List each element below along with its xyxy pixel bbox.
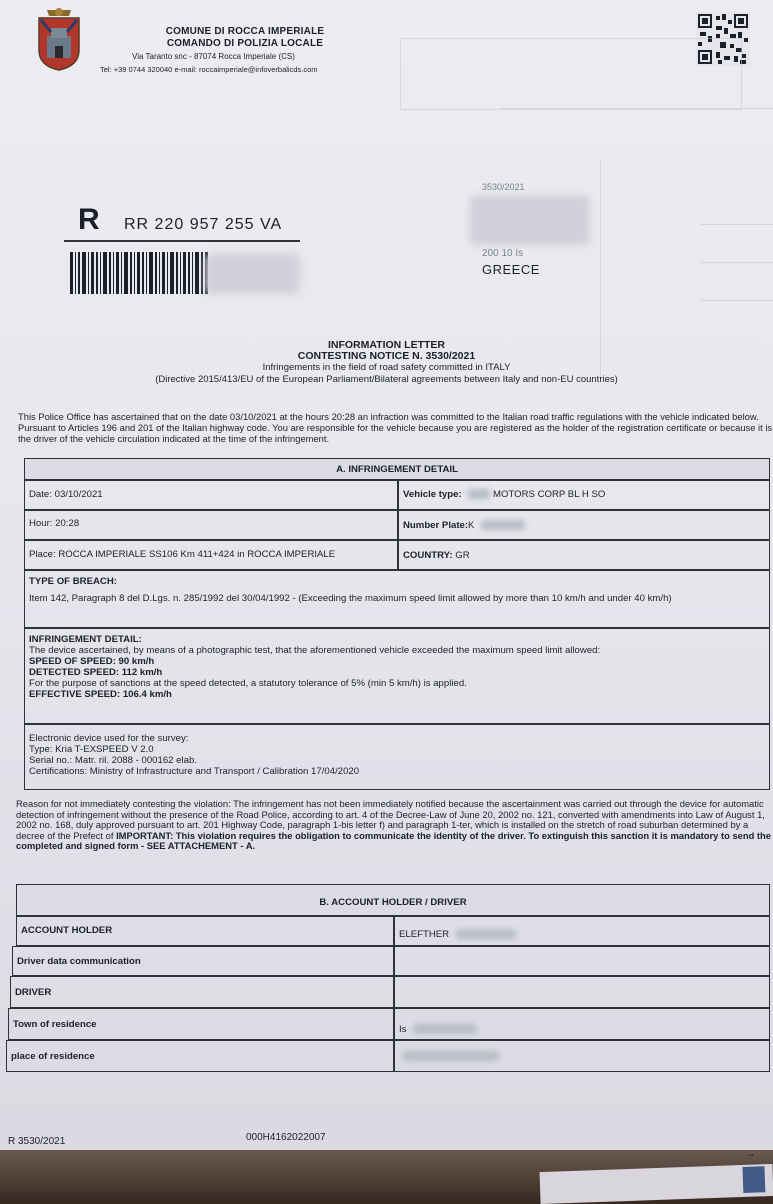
redacted-town (413, 1024, 477, 1034)
device-serial: Serial no.: Matr. ril. 2088 - 000162 elab. (29, 755, 197, 766)
account-holder-name: ELEFTHER (399, 929, 450, 940)
hour-cell (24, 510, 398, 540)
date-cell (24, 480, 398, 510)
breach-cell (24, 570, 770, 628)
redacted-brand (468, 489, 490, 499)
country-cell (398, 540, 770, 570)
title-directive: (Directive 2015/413/EU of the European Parliament/Bilateral agreements between Italy and non-EU countries) (155, 374, 618, 385)
place-label: Place: (29, 549, 56, 560)
place-cell (24, 540, 398, 570)
country-label: COUNTRY: (403, 550, 453, 561)
plate-label: Number Plate: (403, 520, 469, 531)
reason-paragraph (16, 799, 773, 852)
section-a-heading: A. INFRINGEMENT DETAIL (24, 458, 770, 480)
device-type: Type: Kria T-EXSPEED V 2.0 (29, 744, 154, 755)
speed-limit: SPEED OF SPEED: 90 km/h (29, 656, 155, 667)
vehicle-label: Vehicle type: (403, 489, 462, 500)
device-certification: Certifications: Ministry of Infrastructure and Transport / Calibration 17/04/2020 (29, 766, 360, 777)
town-value: Is (399, 1024, 407, 1035)
header-address: Via Taranto snc - 87074 Rocca Imperiale (CS) (132, 52, 295, 61)
place-of-residence-label: place of residence (6, 1040, 394, 1072)
reason-text: Reason for not immediately contesting the violation: The infringement has not been immediately notified because the ascertainment was carried out through the device for automatic detection of infringement without the presence of the Road Police, according to art. 4 of the Decree-Law of June 20, 2002 no. 121, converted with amendments into Law of August 1, 2002 no. 168, duly approved pursuant to art. 201 Highway Code, paragraph 1-bis letter f) and paragraph 1-ter, which is installed on the stretch of road suburban determined by a decree of the Prefect of (16, 798, 765, 841)
intro-paragraph: This Police Office has ascertained that on the date 03/10/2021 at the hours 20:28 an infraction was committed to the Italian road traffic regulations with the vehicle indicated below. Pursuant to Articles 196 and 201 of the Italian highway code. You are responsible for the vehicle because you are registered as the holder of the registration certificate or because it is the driver of the vehicle circulation indicated at the time of the infringement. (18, 411, 773, 444)
section-b-heading: B. ACCOUNT HOLDER / DRIVER (16, 884, 770, 916)
hour-value: 20:28 (55, 518, 80, 529)
date-label: Date: (29, 489, 52, 500)
detail-label: INFRINGEMENT DETAIL: (29, 634, 142, 645)
command-name: COMANDO DI POLIZIA LOCALE (166, 38, 324, 49)
driver-value (394, 976, 770, 1008)
breach-label: TYPE OF BREACH: (29, 576, 117, 587)
notice-number: CONTESTING NOTICE N. 3530/2021 (297, 350, 476, 362)
driver-communication-value (394, 946, 770, 976)
hour-label: Hour: (29, 518, 53, 529)
town-of-residence-value (394, 1008, 770, 1040)
redacted-address (470, 195, 590, 245)
letter-title: INFORMATION LETTER (327, 339, 446, 351)
tolerance-text: For the purpose of sanctions at the speed detected, a statutory tolerance of 5% (min 5 km/h) is applied. (29, 678, 467, 689)
crest-icon (33, 6, 85, 72)
recipient-ref: 3530/2021 (482, 182, 525, 192)
redacted-area (205, 254, 300, 294)
date-value: 03/10/2021 (54, 489, 103, 500)
account-holder-label: ACCOUNT HOLDER (16, 916, 394, 946)
device-label: Electronic device used for the survey: (29, 733, 189, 744)
redacted-name (456, 929, 516, 939)
device-cell (24, 724, 770, 790)
recipient-line: 200 10 Is (482, 248, 524, 259)
redacted-place (403, 1051, 499, 1061)
place-value: ROCCA IMPERIALE SS106 Km 411+424 in ROCCA IMPERIALE (58, 549, 336, 560)
driver-label: DRIVER (10, 976, 394, 1008)
redacted-plate (481, 520, 525, 530)
barcode-icon (70, 252, 210, 294)
stamp-mark (742, 1166, 765, 1193)
footer-ref: R 3530/2021 (8, 1136, 66, 1147)
detail-text: The device ascertained, by means of a photographic test, that the aforementioned vehicle exceeded the maximum speed limit allowed: (29, 645, 601, 656)
vehicle-cell (398, 480, 770, 510)
vehicle-value: MOTORS CORP BL H SO (493, 489, 606, 500)
plate-cell (398, 510, 770, 540)
town-of-residence-label: Town of residence (8, 1008, 394, 1040)
infringement-detail-cell (24, 628, 770, 724)
header-contacts: Tel: +39 0744 320040 e-mail: roccaimperiale@infoverbalicds.com (100, 65, 318, 74)
footer-code: 000H4162022007 (246, 1132, 326, 1143)
place-of-residence-value (394, 1040, 770, 1072)
plate-value: K (468, 520, 475, 531)
driver-communication-label: Driver data communication (12, 946, 394, 976)
title-subtitle: Infringements in the field of road safety committed in ITALY (262, 362, 511, 373)
municipality-name: COMUNE DI ROCCA IMPERIALE (165, 26, 325, 37)
registered-mail-number: RR 220 957 255 VA (124, 216, 283, 233)
recipient-country: GREECE (482, 262, 540, 277)
account-holder-value (394, 916, 770, 946)
arrow-right-icon: → (744, 1146, 756, 1160)
important-notice: IMPORTANT: This violation requires the obligation to communicate the identity of the driver. To extinguish this sanction it is mandatory to send the completed and signed form - SEE ATTACHEMENT - A. (16, 829, 771, 852)
divider (64, 240, 300, 242)
breach-text: Item 142, Paragraph 8 del D.Lgs. n. 285/1992 del 30/04/1992 - (Exceeding the maximum speed limit allowed by more than 10 km/h and under 40 km/h) (29, 593, 672, 604)
detected-speed: DETECTED SPEED: 112 km/h (29, 667, 163, 678)
registered-mail-letter: R (78, 203, 100, 236)
country-value: GR (455, 550, 470, 561)
effective-speed: EFFECTIVE SPEED: 106.4 km/h (29, 689, 172, 700)
